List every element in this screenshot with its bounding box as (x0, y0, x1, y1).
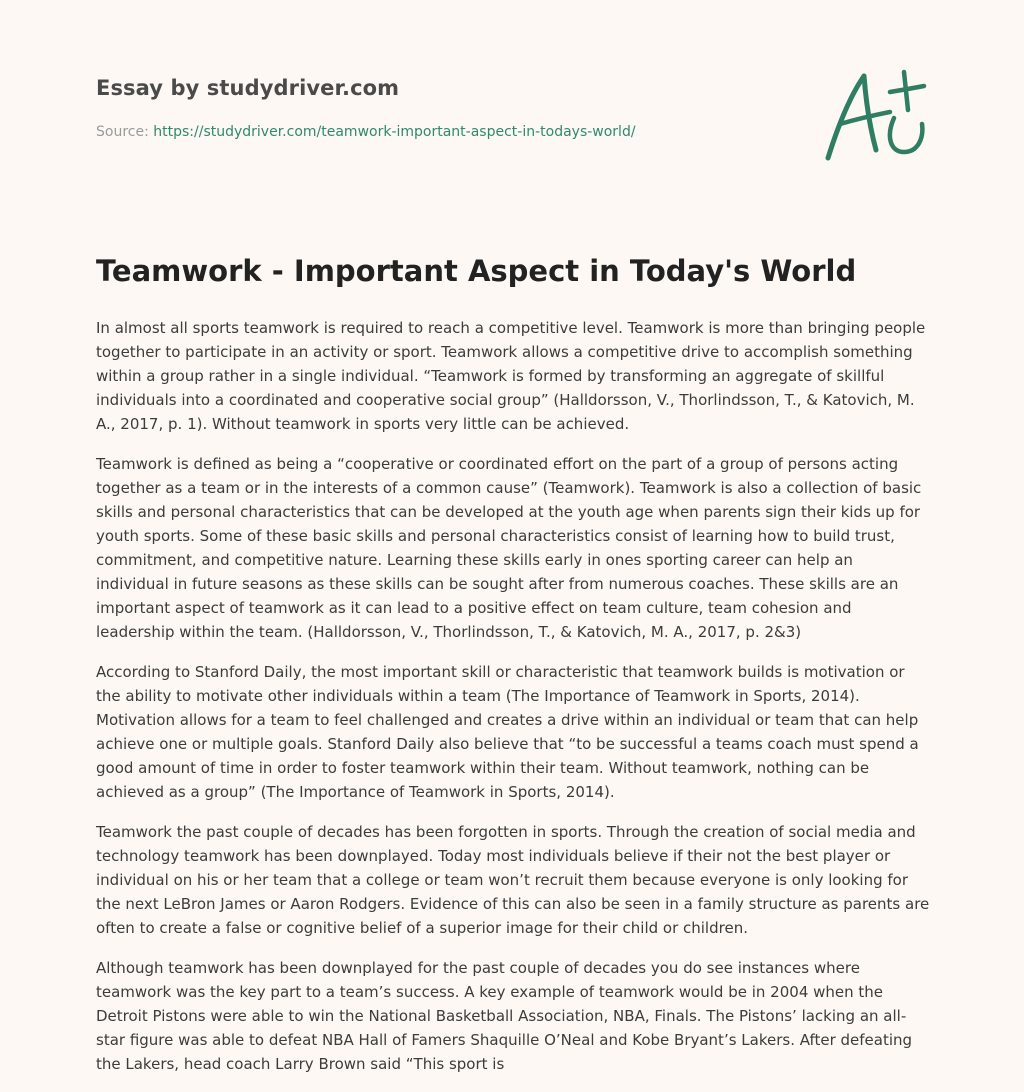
essay-body (96, 316, 930, 1092)
a-plus-logo-icon (818, 66, 930, 166)
essay-paragraph: Although teamwork has been downplayed for the past couple of decades you do see instances where teamwork was the key part to a team’s success. A key example of teamwork would be in 2004 when the Detroit Pistons were able to win the National Basketball Association, NBA, Finals. The Pistons’ lacking an all-star figure was able to defeat NBA Hall of Famers Shaquille O’Neal and Kobe Bryant’s Lakers. After defeating the Lakers, head coach Larry Brown said “This sport is (96, 959, 913, 1073)
source-link[interactable]: https://studydriver.com/teamwork-important-aspect-in-todays-world/ (153, 124, 636, 140)
essay-paragraph: In almost all sports teamwork is required to reach a competitive level. Teamwork is more than bringing people together to participate in an activity or sport. Teamwork allows a competitive drive to accomplish something within a group rather in a single individual. “Teamwork is formed by transforming an aggregate of skillful individuals into a coordinated and cooperative social group” (Halldorsson, V., Thorlindsson, T., & Katovich, M. A., 2017, p. 1). Without teamwork in sports very little can be achieved. (96, 319, 926, 433)
essay-paragraph: Teamwork the past couple of decades has been forgotten in sports. Through the creation of social media and technology teamwork has been downplayed. Today most individuals believe if their not the best player or individual on his or her team that a college or team won’t recruit them because everyone is only looking for the next LeBron James or Aaron Rodgers. Evidence of this can also be seen in a family structure as parents are often to create a false or cognitive belief of a superior image for their child or children. (96, 823, 930, 937)
essay-paragraph: According to Stanford Daily, the most important skill or characteristic that teamwork builds is motivation or the ability to motivate other individuals within a team (The Importance of Teamwork in Sports, 2014). Motivation allows for a team to feel challenged and creates a drive within an individual or team that can help achieve one or multiple goals. Stanford Daily also believe that “to be successful a teams coach must spend a good amount of time in order to foster teamwork within their team. Without teamwork, nothing can be achieved as a group” (The Importance of Teamwork in Sports, 2014). (96, 663, 919, 801)
site-title: Essay by studydriver.com (96, 76, 400, 100)
essay-paragraph: Teamwork is defined as being a “cooperative or coordinated effort on the part of a group of persons acting together as a team or in the interests of a common cause” (Teamwork). Teamwork is also a collection of basic skills and personal characteristics that can be developed at the youth age when parents sign their kids up for youth sports. Some of these basic skills and personal characteristics consist of learning how to build trust, commitment, and competitive nature. Learning these skills early in ones sporting career can help an individual in future seasons as these skills can be sought after from numerous coaches. These skills are an important aspect of teamwork as it can lead to a positive effect on team culture, team cohesion and leadership within the team. (Halldorsson, V., Thorlindsson, T., & Katovich, M. A., 2017, p. 2&3) (96, 455, 922, 641)
source-label: Source: (96, 124, 154, 140)
essay-title: Teamwork - Important Aspect in Today's World (96, 254, 857, 288)
source-line (96, 124, 636, 140)
